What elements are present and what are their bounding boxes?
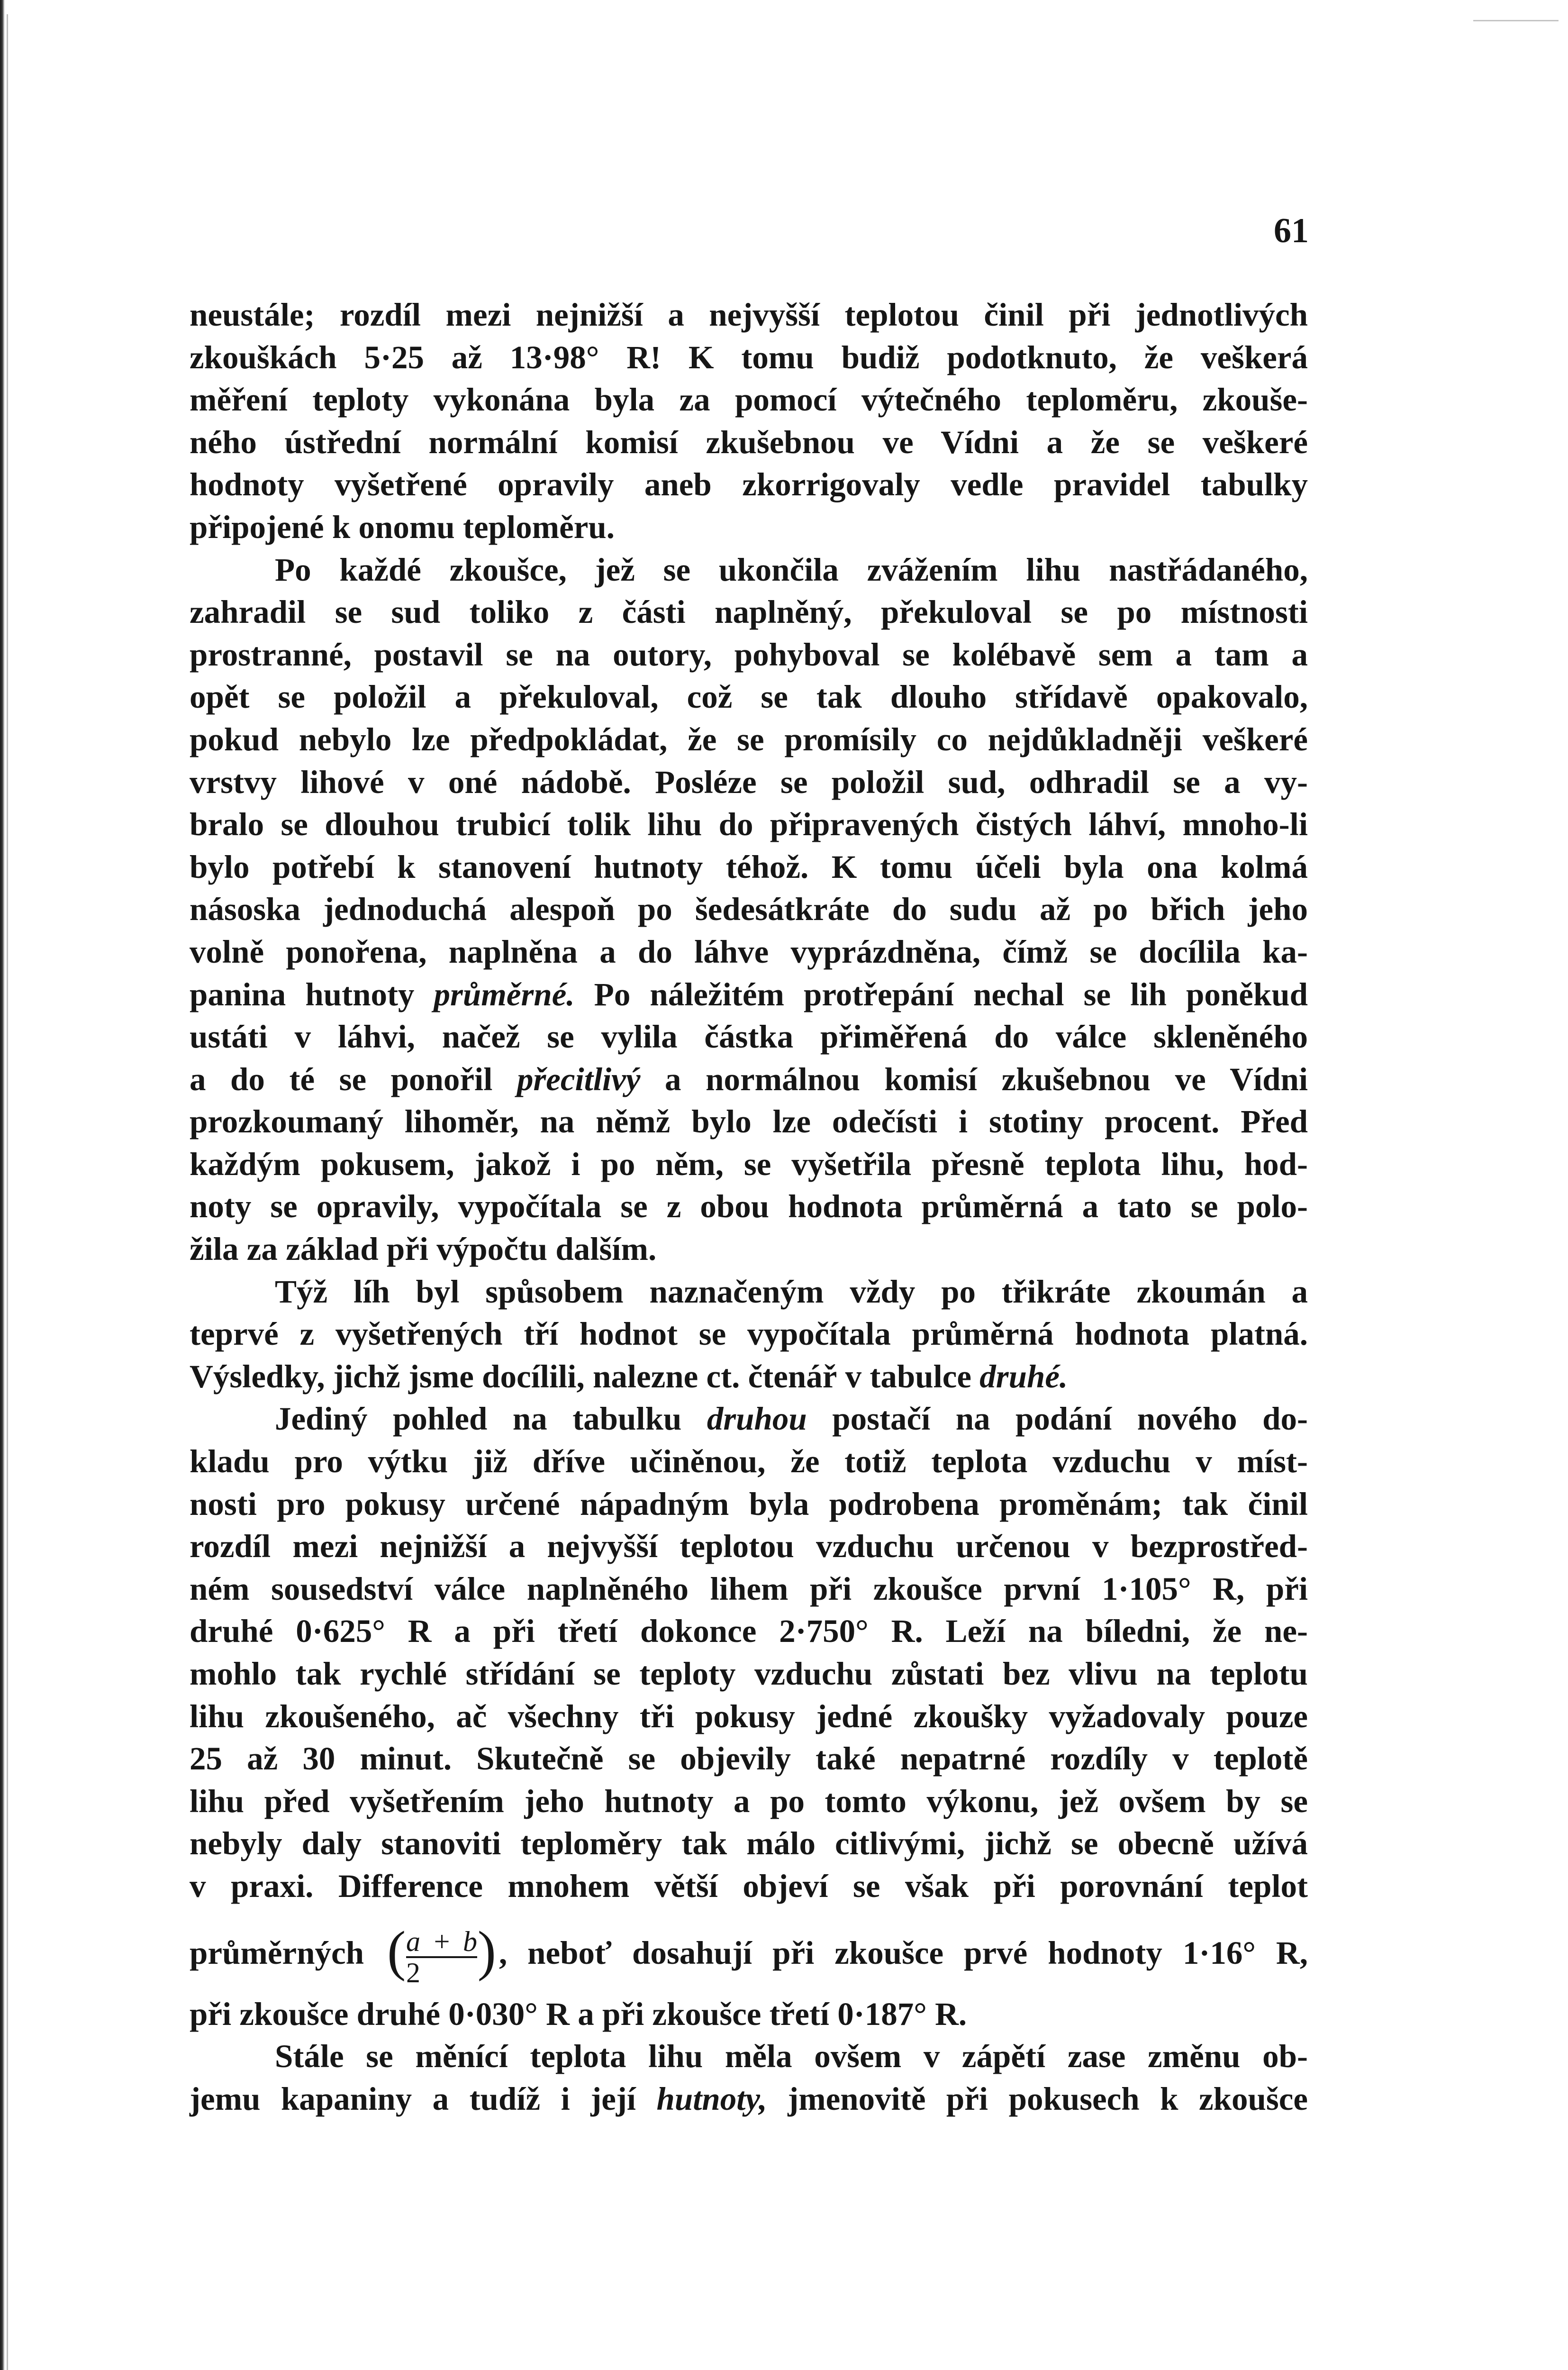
paragraph-start: Týž líh byl spůsobem naznačeným vždy po třikráte zkoumán a — [275, 1273, 1308, 1310]
text-line: kladu pro výtku již dříve učiněnou, že totiž teplota vzduchu v míst- — [190, 1443, 1308, 1480]
text-line: Výsledky, jichž jsme docílili, nalezne ct. čtenář v tabulce druhé. — [190, 1358, 1068, 1395]
emphasis: druhé. — [979, 1358, 1068, 1395]
text-line: bralo se dlouhou trubicí tolik lihu do připravených čistých láhví, mnoho-li — [190, 806, 1308, 843]
text-line: zahradil se sud toliko z části naplněný, překuloval se po místnosti — [190, 594, 1308, 630]
text-line: panina hutnoty průměrné. Po náležitém protřepání nechal se lih poněkud — [190, 976, 1308, 1012]
page-edge-shadow — [0, 0, 5, 2370]
paragraph-start: Jediný pohled na tabulku druhou postačí na podání nového do- — [275, 1401, 1308, 1437]
emphasis: hutnoty, — [656, 2080, 767, 2117]
text-line: druhé 0·625° R a při třetí dokonce 2·750° R. Leží na bíledni, že ne- — [190, 1613, 1308, 1650]
fraction-denominator: 2 — [406, 1957, 420, 1988]
text-line: měření teploty vykonána byla za pomocí výtečného teploměru, zkouše- — [190, 382, 1308, 418]
text-line: lihu zkoušeného, ač všechny tři pokusy jedné zkoušky vyžadovaly pouze — [190, 1698, 1308, 1734]
text-line: pokud nebylo lze předpokládat, že se promísily co nejdůkladněji veškeré — [190, 721, 1308, 757]
text-line: nosti pro pokusy určené nápadným byla podrobena proměnám; tak činil — [190, 1486, 1308, 1522]
text-line: bylo potřebí k stanovení hutnoty téhož. K tomu účeli byla ona kolmá — [190, 848, 1308, 885]
emphasis: druhou — [707, 1401, 807, 1437]
text-line: v praxi. Difference mnohem větší objeví se však při porovnání teplot — [190, 1868, 1308, 1904]
fraction-formula: ( a + b 2 ) — [387, 1919, 496, 1988]
text-line-with-formula: průměrných ( a + b 2 ) , neboť dosahují při zkoušce prvé hodnoty 1·16° R, — [190, 1919, 1308, 1988]
fraction-numerator: a + b — [406, 1925, 477, 1957]
text-line: lihu před vyšetřením jeho hutnoty a po tomto výkonu, jež ovšem by se — [190, 1783, 1308, 1819]
text-line: prostranné, postavil se na outory, pohyboval se kolébavě sem a tam a — [190, 636, 1308, 673]
text-line: jemu kapaniny a tudíž i její hutnoty, jmenovitě při pokusech k zkoušce — [190, 2080, 1308, 2117]
text-line: ného ústřední normální komisí zkušebnou ve Vídni a že se veškeré — [190, 424, 1308, 460]
text-line: připojené k onomu teploměru. — [190, 509, 615, 545]
text-line: hodnoty vyšetřené opravily aneb zkorrigovaly vedle pravidel tabulky — [190, 466, 1308, 503]
text-line: při zkoušce druhé 0·030° R a při zkoušce třetí 0·187° R. — [190, 1996, 967, 2032]
text-line: a do té se ponořil přecitlivý a normálnou komisí zkušebnou ve Vídni — [190, 1061, 1308, 1097]
text-line: noty se opravily, vypočítala se z obou hodnota průměrná a tato se polo- — [190, 1188, 1308, 1225]
paragraph-start: Stále se měnící teplota lihu měla ovšem v zápětí zase změnu ob- — [275, 2038, 1308, 2075]
text-line: volně ponořena, naplněna a do láhve vyprázdněna, čímž se docílila ka- — [190, 933, 1308, 970]
text-line: neustále; rozdíl mezi nejnižší a nejvyšší teplotou činil při jednotlivých — [190, 297, 1308, 333]
text-line: prozkoumaný lihoměr, na němž bylo lze odečísti i stotiny procent. Před — [190, 1103, 1308, 1140]
text-line: 25 až 30 minut. Skutečně se objevily také nepatrné rozdíly v teplotě — [190, 1741, 1308, 1777]
text-line: teprvé z vyšetřených tří hodnot se vypočítala průměrná hodnota platná. — [190, 1316, 1308, 1352]
body-text — [190, 294, 1308, 2120]
text-line: vrstvy lihové v oné nádobě. Posléze se položil sud, odhradil se a vy- — [190, 764, 1308, 800]
paragraph-start: Po každé zkoušce, jež se ukončila zvážením lihu nastřádaného, — [275, 551, 1308, 588]
text-line: každým pokusem, jakož i po něm, se vyšetřila přesně teplota lihu, hod- — [190, 1146, 1308, 1182]
text-line: násoska jednoduchá alespoň po šedesátkráte do sudu až po břich jeho — [190, 891, 1308, 928]
text-line: ustáti v láhvi, načež se vylila částka přiměřená do válce skleněného — [190, 1019, 1308, 1055]
text-line: mohlo tak rychlé střídání se teploty vzduchu zůstati bez vlivu na teplotu — [190, 1656, 1308, 1692]
text-line: nebyly daly stanoviti teploměry tak málo citlivými, jichž se obecně užívá — [190, 1825, 1308, 1862]
emphasis: přecitlivý — [517, 1061, 641, 1097]
scan-corner-mark — [1473, 20, 1559, 21]
text-line: žila za základ při výpočtu dalším. — [190, 1231, 657, 1267]
emphasis: průměrné. — [434, 976, 575, 1012]
text-line: opět se položil a překuloval, což se tak dlouho střídavě opakovalo, — [190, 679, 1308, 715]
page-edge-line — [7, 14, 8, 2370]
page-number: 61 — [1274, 211, 1309, 250]
text-line: rozdíl mezi nejnižší a nejvyšší teplotou vzduchu určenou v bezprostřed- — [190, 1528, 1308, 1565]
text-line: zkouškách 5·25 až 13·98° R! K tomu budiž podotknuto, že veškerá — [190, 339, 1308, 375]
text-line: ném sousedství válce naplněného lihem při zkoušce první 1·105° R, při — [190, 1570, 1308, 1607]
